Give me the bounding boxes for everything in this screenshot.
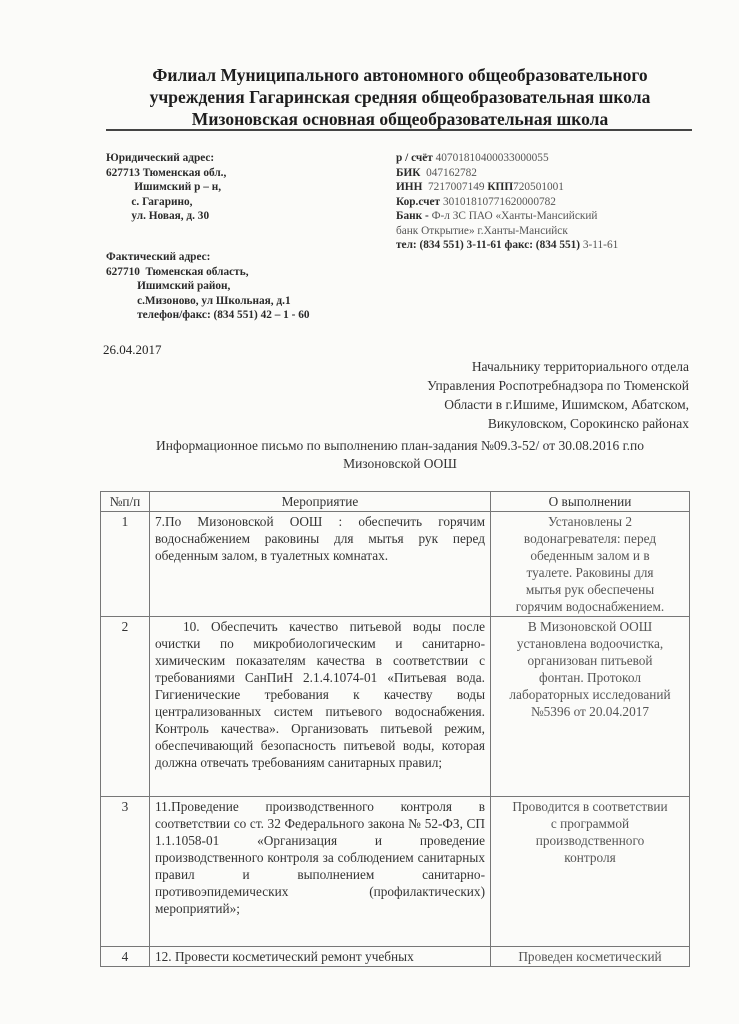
result-text: Проводится в соответствии с программой производственного контроля xyxy=(491,797,690,947)
column-header: №п/п xyxy=(101,492,150,512)
legal-address: Юридический адрес: 627713 Тюменская обл., Ишимский р – н, с. Гагарино, ул. Новая, д. 30 xyxy=(106,152,227,222)
table-row xyxy=(101,797,690,947)
row-number: 1 xyxy=(101,512,150,617)
table-row xyxy=(101,512,690,617)
result-text: Установлены 2 водонагревателя: перед обеденным залом и в туалете. Раковины для мытья рук обеспечены горячим водоснабжением. xyxy=(491,512,690,617)
table-row xyxy=(101,947,690,967)
measure-text: 10. Обеспечить качество питьевой воды после очистки по микробиологическим и санитарно-химическим показателям качества в соответствии с требованиями СанПиН 2.1.4.1074-01 «Питьевая вода. Гигиенические требования к качеству воды централизованных систем питьевого водоснабжения. Контроль качества». Организовать питьевой режим, обеспечивающий безопасность питьевой воды, которая должна отвечать требованиям санитарных правил; xyxy=(150,617,491,797)
measures-table xyxy=(100,491,690,967)
addressee: Начальнику территориального отдела Управления Роспотребнадзора по Тюменской Области в г.Ишиме, Ишимском, Абатском, Викуловском, Сорокинско районах xyxy=(427,359,689,431)
result-text: Проведен косметический xyxy=(491,947,690,967)
column-header: Мероприятие xyxy=(150,492,491,512)
row-number: 2 xyxy=(101,617,150,797)
measure-text: 12. Провести косметический ремонт учебных xyxy=(150,947,491,967)
measure-text: 11.Проведение производственного контроля в соответствии со ст. 32 Федерального закона № 52-ФЗ, СП 1.1.1058-01 «Организация и проведение производственного контроля за соблюдением санитарных правил и выполнением санитарно-противоэпидемических (профилактических) мероприятий»; xyxy=(150,797,491,947)
table-header-row xyxy=(101,492,690,512)
letter-subject: Информационное письмо по выполнению план-задания №09.3-52/ от 30.08.2016 г.по Мизоновской ООШ xyxy=(156,438,644,471)
column-header: О выполнении xyxy=(491,492,690,512)
organization-title: Филиал Муниципального автономного общеобразовательного учреждения Гагаринская средняя общеобразовательная школа Мизоновская основная общеобразовательная школа xyxy=(149,65,651,129)
measure-text: 7.По Мизоновской ООШ : обеспечить горячим водоснабжением раковины для мытья рук перед обеденным залом, в туалетных комнатах. xyxy=(150,512,491,617)
result-text: В Мизоновской ООШ установлена водоочистка, организован питьевой фонтан. Протокол лабораторных исследований №5396 от 20.04.2017 xyxy=(491,617,690,797)
bank-details: р / счёт 40701810400033000055 БИК 047162782 ИНН 7217007149 КПП720501001 Кор.счет 30101810771620000782 Банк - Ф-л ЗС ПАО «Ханты-Мансийский банк Открытие» г.Ханты-Мансийск тел: (834 551) 3-11-61 факс: (834 551) 3-11-61 xyxy=(396,152,619,251)
row-number: 3 xyxy=(101,797,150,947)
header-divider xyxy=(106,129,692,131)
actual-address: Фактический адрес: 627710 Тюменская область, Ишимский район, с.Мизоново, ул Школьная, д.1 телефон/факс: (834 551) 42 – 1 - 60 xyxy=(106,251,310,321)
letter-date: 26.04.2017 xyxy=(103,342,162,357)
table-row xyxy=(101,617,690,797)
row-number: 4 xyxy=(101,947,150,967)
